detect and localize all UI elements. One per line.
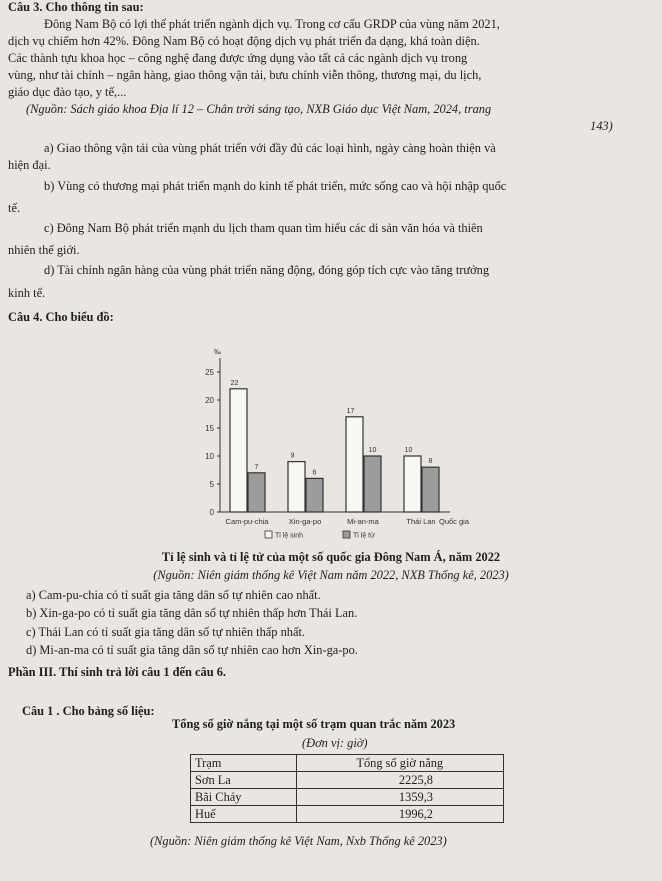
part3-title: Phần III. Thí sinh trả lời câu 1 đến câu 6. <box>8 665 227 679</box>
y-tick-label: 10 <box>205 452 214 461</box>
y-tick-label: 25 <box>205 368 214 377</box>
x-tick-label: Xin-ga-po <box>288 517 322 526</box>
table-header: Tổng số giờ nắng <box>296 755 504 772</box>
part3-q1-title: Câu 1 . Cho bảng số liệu: <box>22 704 155 718</box>
table-row <box>191 806 504 823</box>
q3-option-a: a) Giao thông vận tải của vùng phát triển với đầy đủ các loại hình, ngày càng hoàn thiện và <box>44 141 496 155</box>
bar-value-label: 10 <box>404 447 413 454</box>
table-unit: (Đơn vị: giờ) <box>302 736 368 750</box>
table-cell: Huế <box>191 806 297 823</box>
q3-text-line: vùng, như tài chính – ngân hàng, giao thông vận tải, bưu chính viễn thông, thương mại, du lịch, <box>8 68 482 82</box>
q3-option-c: c) Đông Nam Bộ phát triển mạnh du lịch tham quan tìm hiểu các di sản văn hóa và thiên <box>44 221 483 235</box>
q3-title: Câu 3. Cho thông tin sau: <box>8 0 144 14</box>
q4-title: Câu 4. Cho biểu đồ: <box>8 310 114 324</box>
q3-option-a-cont: hiện đại. <box>8 158 51 172</box>
q3-text-line: Các thành tựu khoa học – công nghệ đang được ứng dụng vào tất cả các ngành dịch vụ trong <box>8 51 468 65</box>
table-cell: Bãi Cháy <box>191 789 297 806</box>
x-axis-title: Quốc gia <box>438 517 470 526</box>
death-rate-bar <box>422 467 439 512</box>
table-header: Trạm <box>191 755 297 772</box>
death-rate-bar <box>306 478 323 512</box>
y-tick-label: 0 <box>209 508 214 517</box>
y-tick-label: 15 <box>205 424 214 433</box>
legend-label: Tỉ lệ tử <box>353 532 375 540</box>
y-tick-label: 5 <box>209 480 214 489</box>
legend-label: Tỉ lệ sinh <box>275 532 304 540</box>
bar-value-label: 22 <box>230 379 239 387</box>
q3-option-b-cont: tế. <box>8 201 21 215</box>
bar-value-label: 17 <box>346 407 355 415</box>
q3-source-page: 143) <box>590 119 613 133</box>
death-rate-bar <box>364 456 381 512</box>
q4-option-d: d) Mi-an-ma có tỉ suất gia tăng dân số tự nhiên cao hơn Xin-ga-po. <box>26 643 358 657</box>
x-tick-label: Thái Lan <box>406 517 436 526</box>
y-axis-unit: ‰ <box>214 349 221 356</box>
table-cell: 1996,2 <box>296 806 504 823</box>
table-source: (Nguồn: Niên giám thống kê Việt Nam, Nxb Thống kê 2023) <box>150 834 447 848</box>
bar-value-label: 6 <box>312 469 317 477</box>
birth-death-rate-chart <box>190 345 530 545</box>
bar-value-label: 7 <box>254 463 259 471</box>
q3-text-line: Đông Nam Bộ có lợi thế phát triển ngành dịch vụ. Trong cơ cấu GRDP của vùng năm 2021, <box>44 17 500 31</box>
table-row <box>191 772 504 789</box>
table-title: Tổng số giờ nắng tại một số trạm quan trắc năm 2023 <box>172 717 456 731</box>
bar-value-label: 10 <box>368 447 377 454</box>
table-row <box>191 789 504 806</box>
table-cell: 2225,8 <box>296 772 504 789</box>
q4-option-b: b) Xin-ga-po có tỉ suất gia tăng dân số tự nhiên thấp hơn Thái Lan. <box>26 606 358 620</box>
table-header-row <box>191 755 504 772</box>
q4-option-a: a) Cam-pu-chia có tỉ suất gia tăng dân số tự nhiên cao nhất. <box>26 588 321 602</box>
sunshine-table <box>190 754 504 823</box>
q3-text-line: giáo dục đào tạo, y tế,... <box>8 85 127 99</box>
q3-option-b: b) Vùng có thương mại phát triển mạnh do kinh tế phát triển, mức sống cao và hội nhập quốc <box>44 179 507 193</box>
q3-source: (Nguồn: Sách giáo khoa Địa lí 12 – Chân trời sáng tạo, NXB Giáo dục Việt Nam, 2024, trang <box>26 102 492 116</box>
q3-option-d-cont: kinh tế. <box>8 286 46 300</box>
q3-option-d: d) Tài chính ngân hàng của vùng phát triển năng động, đóng góp tích cực vào tăng trưởng <box>44 263 490 277</box>
table-cell: Sơn La <box>191 772 297 789</box>
q4-option-c: c) Thái Lan có tỉ suất gia tăng dân số tự nhiên thấp nhất. <box>26 625 306 639</box>
death-rate-bar <box>248 473 265 512</box>
legend-swatch-birth <box>265 531 272 538</box>
birth-rate-bar <box>404 456 421 512</box>
x-tick-label: Mi-an-ma <box>347 517 379 526</box>
bar-value-label: 9 <box>290 452 295 460</box>
chart-caption: Tỉ lệ sinh và tỉ lệ tử của một số quốc gia Đông Nam Á, năm 2022 <box>161 550 501 564</box>
birth-rate-bar <box>230 389 247 512</box>
birth-rate-bar <box>346 417 363 512</box>
q3-option-c-cont: nhiên thế giới. <box>8 243 80 257</box>
birth-rate-bar <box>288 462 305 512</box>
bar-value-label: 8 <box>428 458 433 466</box>
chart-source: (Nguồn: Niên giám thống kê Việt Nam năm 2022, NXB Thống kê, 2023) <box>153 568 509 582</box>
q3-text-line: dịch vụ chiếm hơn 42%. Đông Nam Bộ có hoạt động dịch vụ phát triển đa dạng, khá toàn diện. <box>8 34 480 48</box>
x-tick-label: Cam-pu-chia <box>225 517 269 526</box>
legend-swatch-death <box>343 531 350 538</box>
table-cell: 1359,3 <box>296 789 504 806</box>
y-tick-label: 20 <box>205 396 214 405</box>
